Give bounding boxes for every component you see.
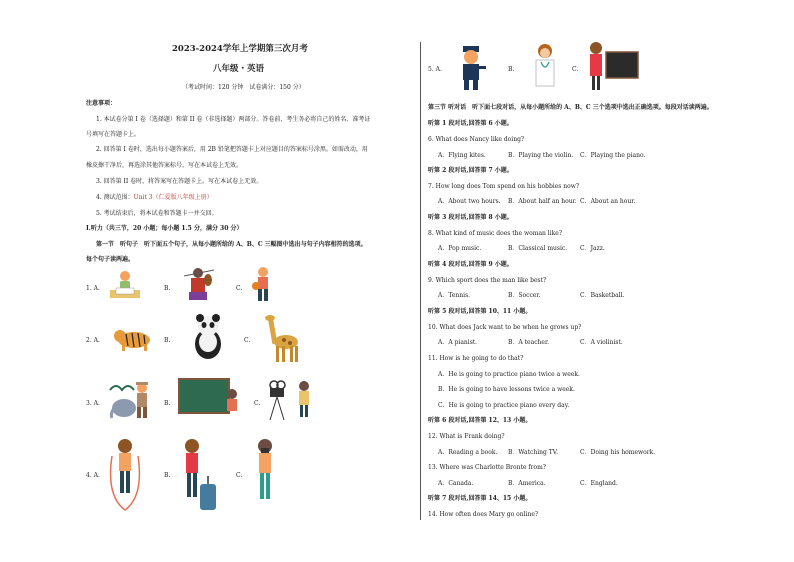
q10-option-b: B．A teacher. — [508, 339, 550, 346]
q11-text: 11. How is he going to do that? — [428, 355, 524, 362]
q6-option-c: C．Playing the piano. — [580, 152, 646, 159]
note-4-prefix: 4. 测试范围： — [96, 194, 134, 201]
q12-text: 12. What is Frank doing? — [428, 433, 505, 440]
q5-c-teacher-blackboard-image — [584, 40, 640, 92]
note-1b: 号填写在答题卡上。 — [86, 131, 141, 138]
column-divider — [420, 42, 421, 520]
q3-c-label: C. — [254, 400, 261, 407]
q12-option-a: A．Reading a book. — [438, 449, 498, 456]
q5-c-label: C. — [572, 66, 579, 73]
q8-option-a: A．Pop music. — [438, 245, 482, 252]
q5-b-label: B. — [508, 66, 515, 73]
part1-instruction-b: 每个句子读两遍。 — [86, 256, 135, 263]
q1-c-label: C. — [236, 285, 243, 292]
q2-c-giraffe-image — [262, 312, 304, 364]
q2-b-label: B. — [164, 337, 171, 344]
q13-option-c: C．England. — [580, 480, 618, 487]
q4-b-label: B. — [164, 472, 171, 479]
q13-option-a: A．Canada. — [438, 480, 474, 487]
q4-b-girl-suitcase-image — [176, 436, 222, 516]
q6-option-a: A．Flying kites. — [438, 152, 486, 159]
q7-option-c: C．About an hour. — [580, 198, 636, 205]
q6-option-b: B．Playing the violin. — [508, 152, 574, 159]
q4-c-label: C. — [236, 472, 243, 479]
q10-option-a: A．A pianist. — [438, 339, 478, 346]
q5-label: 5. A. — [428, 66, 442, 73]
note-4-scope: Unit 3（仁爱版八年级上册） — [133, 194, 213, 201]
q2-a-tiger-image — [112, 326, 154, 352]
q2-label: 2. A. — [86, 337, 100, 344]
q8-option-b: B．Classical music. — [508, 245, 568, 252]
q4-c-girl-camera-image — [250, 436, 280, 516]
q2-b-panda-image — [190, 314, 226, 360]
q9-option-c: C．Basketball. — [580, 292, 625, 299]
q5-b-doctor-image — [530, 42, 560, 92]
q12-option-b: B．Watching TV. — [508, 449, 558, 456]
note-4 — [96, 194, 213, 201]
q13-option-b: B．America. — [508, 480, 546, 487]
q3-b-label: B. — [164, 400, 171, 407]
note-3: 3. 回答第 II 卷时，将答案写在答题卡上。写在本试卷上无效。 — [96, 178, 263, 185]
q1-c-boy-basketball-image — [250, 266, 276, 304]
q8-text: 8. What kind of music does the woman like? — [428, 230, 563, 237]
dialog-6: 听第 6 段对话,回答第 12、13 小题。 — [428, 417, 532, 424]
q10-option-c: C．A violinist. — [580, 339, 623, 346]
part3-instruction: 第三节 听对话 听下面七段对话，从每小题所给的 A、B、C 三个选项中选出正确选项。每段对话读两遍。 — [428, 104, 713, 111]
q9-option-b: B．Soccer. — [508, 292, 541, 299]
q4-label: 4. A. — [86, 472, 100, 479]
q11-option-c: C．He is going to practice piano every day. — [438, 402, 570, 409]
exam-title: 2023-2024学年上学期第三次月考 — [172, 44, 308, 54]
notes-heading: 注意事项： — [86, 100, 117, 107]
q12-option-c: C．Doing his homework. — [580, 449, 656, 456]
q6-text: 6. What does Nancy like doing? — [428, 136, 525, 143]
q1-b-girl-violin-image — [178, 266, 220, 302]
q9-text: 9. Which sport does the man like best? — [428, 277, 547, 284]
q3-c-camera-girl-image — [266, 378, 316, 422]
q5-a-police-officer-image — [454, 44, 488, 92]
q3-b-teacher-blackboard-image — [178, 378, 240, 418]
note-2b: 橡皮擦干净后，再选涂其他答案标号。写在本试卷上无效。 — [86, 162, 243, 169]
q11-option-b: B．He is going to have lessons twice a week. — [438, 386, 575, 393]
q7-option-a: A．About two hours. — [438, 198, 501, 205]
note-5: 5. 考试结束后，将本试卷和答题卡一并交回。 — [96, 210, 218, 217]
note-2a: 2. 回答第 I 卷时，选出每小题答案后，用 2B 铅笔把答题卡上对应题目的答案标号涂黑。如需改动，用 — [96, 146, 368, 153]
q4-a-girl-jump-rope-image — [104, 436, 146, 516]
dialog-5: 听第 5 段对话,回答第 10、11 小题。 — [428, 308, 532, 315]
q3-label: 3. A. — [86, 400, 100, 407]
q9-option-a: A．Tennis. — [438, 292, 471, 299]
q3-a-explorer-elephant-image — [108, 380, 158, 420]
q1-b-label: B. — [164, 285, 171, 292]
q1-a-girl-drawing-image — [108, 268, 142, 302]
exam-subtitle: 八年级・英语 — [213, 64, 265, 74]
q2-c-label: C. — [244, 337, 251, 344]
dialog-7: 听第 7 段对话,回答第 14、15 小题。 — [428, 495, 532, 502]
part1-instruction-a: 第一节 听句子 听下面五个句子，从每小题所给的 A、B、C 三幅图中选出与句子内容相符的选项。 — [96, 241, 367, 248]
q8-option-c: C．Jazz. — [580, 245, 605, 252]
dialog-3: 听第 3 段对话,回答第 8 小题。 — [428, 214, 513, 221]
note-1a: 1. 本试卷分第 I 卷（选择题）和第 II 卷（非选择题）两部分。答卷前，考生务必将自己的姓名、准考证 — [96, 116, 371, 123]
dialog-1: 听第 1 段对话,回答第 6 小题。 — [428, 120, 513, 127]
q13-text: 13. Where was Charlotte Bronte from? — [428, 464, 546, 471]
q14-text: 14. How often does Mary go online? — [428, 511, 539, 518]
dialog-2: 听第 2 段对话,回答第 7 小题。 — [428, 167, 513, 174]
exam-info: （考试时间：120 分钟 试卷满分：150 分） — [182, 84, 305, 91]
q7-text: 7. How long does Tom spend on his hobbies now? — [428, 183, 580, 190]
dialog-4: 听第 4 段对话,回答第 9 小题。 — [428, 261, 513, 268]
section1-heading: Ⅰ.听力（共三节，20 小题；每小题 1.5 分，满分 30 分） — [86, 225, 243, 232]
q1-label: 1. A. — [86, 285, 100, 292]
q11-option-a: A．He is going to practice piano twice a week. — [438, 371, 580, 378]
q7-option-b: B．About half an hour. — [508, 198, 577, 205]
q10-text: 10. What does Jack want to be when he grows up? — [428, 324, 582, 331]
